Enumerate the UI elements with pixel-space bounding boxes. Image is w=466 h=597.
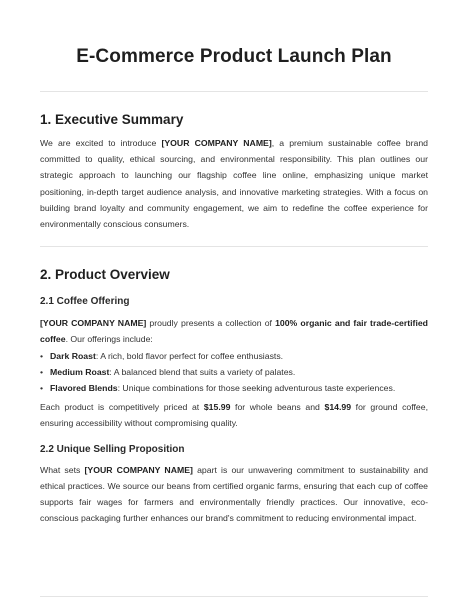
company-name-placeholder: [YOUR COMPANY NAME] xyxy=(40,318,147,329)
section-heading-executive-summary: 1. Executive Summary xyxy=(40,112,184,127)
section-heading-product-overview: 2. Product Overview xyxy=(40,267,170,283)
text-run: , a premium sustainable coffee brand committed to quality, ethical sourcing, and environmental responsibility. This plan outlines our strategic approach to launching our flagship coffee line online, emphasizing unique market positioning, in-depth target audience analysis, and innovative marketing strategies. With a focus on building brand loyalty and community engagement, we aim to redefine the coffee experience for environmentally conscious consumers. xyxy=(40,138,428,230)
executive-summary-paragraph xyxy=(40,135,428,232)
whole-bean-price: $15.99 xyxy=(203,402,231,413)
text-run: for whole beans and xyxy=(230,402,325,413)
list-item-title: Flavored Blends xyxy=(50,383,118,394)
offering-list xyxy=(40,348,428,397)
text-run: proudly presents a collection of xyxy=(146,318,276,329)
list-item xyxy=(40,348,428,364)
text-run: . Our offerings include: xyxy=(65,334,153,345)
document-title: E-Commerce Product Launch Plan xyxy=(76,46,392,67)
text-run: apart is our unwavering commitment to sustainability and ethical practices. We source our beans from certified organic farms, ensuring that each cup of coffee supports fair wages for farmers and environmentally friendly practices. Our innovative, eco-conscious packaging further enhances our brand's commitment to reducing environmental impact. xyxy=(40,464,429,524)
bullet-icon: • xyxy=(40,350,44,361)
bold-phrase: 100% organic and fair trade-certified coffee xyxy=(40,318,428,345)
list-item-text: : A balanced blend that suits a variety of palates. xyxy=(109,366,296,377)
text-run: Each product is competitively priced at xyxy=(40,402,204,413)
bullet-icon: • xyxy=(40,383,44,394)
pricing-paragraph xyxy=(40,399,428,431)
coffee-offering-intro xyxy=(40,315,428,347)
subsection-heading-usp: 2.2 Unique Selling Proposition xyxy=(40,443,185,455)
text-run: What sets xyxy=(40,464,85,475)
section-divider xyxy=(40,246,428,247)
text-run: for ground coffee, ensuring accessibility without compromising quality. xyxy=(40,402,429,429)
bullet-icon: • xyxy=(40,366,44,377)
list-item xyxy=(40,364,428,380)
list-item-title: Dark Roast xyxy=(50,350,96,361)
ground-coffee-price: $14.99 xyxy=(324,402,352,413)
company-name-placeholder: [YOUR COMPANY NAME] xyxy=(84,464,193,475)
list-item xyxy=(40,380,428,396)
list-item-text: : A rich, bold flavor perfect for coffee enthusiasts. xyxy=(95,350,284,361)
usp-paragraph xyxy=(40,462,428,527)
company-name-placeholder: [YOUR COMPANY NAME] xyxy=(161,138,272,148)
text-run: We are excited to introduce xyxy=(40,138,162,148)
list-item-title: Medium Roast xyxy=(50,366,110,377)
list-item-text: : Unique combinations for those seeking adventurous taste experiences. xyxy=(117,383,396,394)
title-divider xyxy=(40,91,428,92)
subsection-heading-coffee-offering: 2.1 Coffee Offering xyxy=(40,296,130,308)
